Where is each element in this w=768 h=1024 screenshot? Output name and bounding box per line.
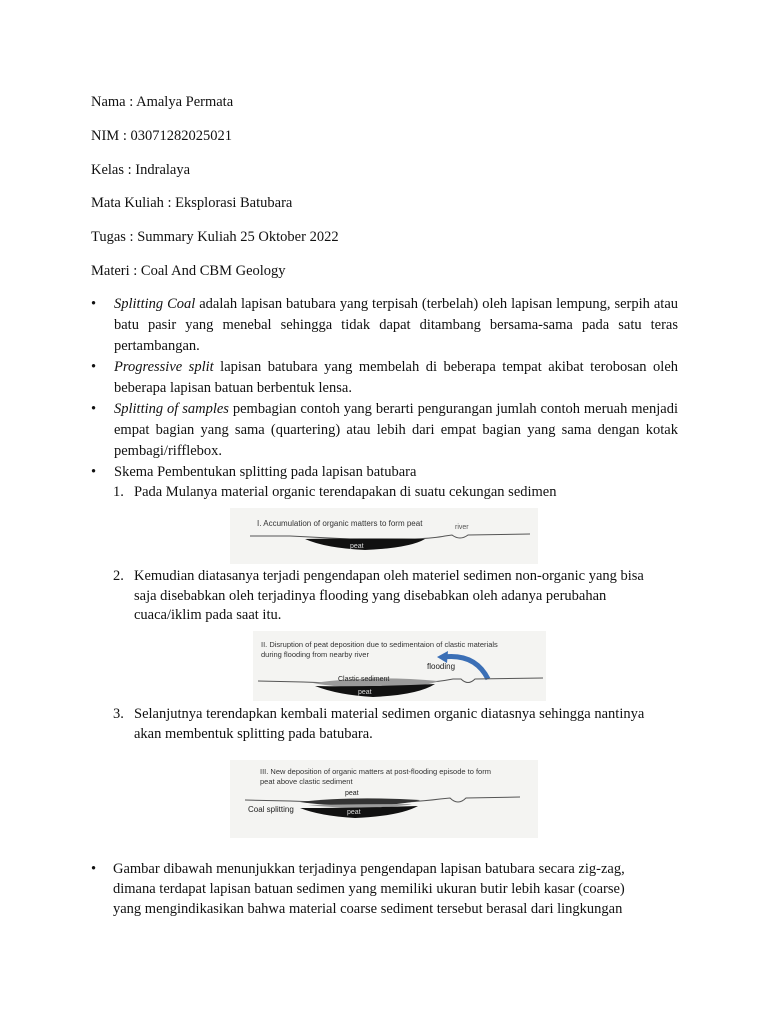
step-text: akan membentuk splitting pada batubara. bbox=[134, 725, 373, 742]
figure-flooding bbox=[253, 631, 546, 701]
list-item bbox=[91, 462, 678, 483]
bullet-icon: • bbox=[91, 359, 97, 375]
topic-title: Materi : Coal And CBM Geology bbox=[91, 263, 286, 279]
step-text: Pada Mulanya material organic terendapakan di suatu cekungan sedimen bbox=[134, 484, 557, 500]
peat-label: peat bbox=[350, 543, 364, 550]
step-number: 3. bbox=[113, 706, 124, 722]
figure-diagram bbox=[230, 760, 538, 838]
bullet-icon: • bbox=[91, 861, 97, 877]
step-item bbox=[113, 705, 683, 745]
step-item bbox=[113, 567, 683, 627]
definition-text: pembagian contoh yang berarti pengurangan jumlah contoh meruah menjadi empat bagian yang sama (quartering) atau lebih dari empat bagian yang sama dengan kotak pembagi/rifflebox. bbox=[114, 401, 678, 459]
paragraph-line: yang mengindikasikan bahwa material coarse sediment tersebut berasal dari lingkungan bbox=[113, 901, 623, 917]
clastic-sediment-label: Clastic sediment bbox=[338, 676, 390, 683]
paragraph-line: dimana terdapat lapisan batuan sedimen yang memiliki ukuran butir lebih kasar (coarse) bbox=[113, 881, 625, 897]
definition-list bbox=[91, 294, 678, 483]
term: Splitting Coal bbox=[114, 296, 196, 312]
river-label: river bbox=[455, 524, 469, 531]
step-text: saja disebabkan oleh terjadinya flooding yang disebabkan oleh adanya perubahan bbox=[134, 587, 607, 604]
list-item bbox=[91, 357, 678, 399]
definition-text: Skema Pembentukan splitting pada lapisan batubara bbox=[114, 464, 417, 480]
course-name: Mata Kuliah : Eksplorasi Batubara bbox=[91, 195, 293, 211]
definition-text: lapisan batubara yang membelah di beberapa tempat akibat terobosan oleh beberapa lapisan batuan berbentuk lensa. bbox=[114, 359, 679, 396]
term: Progressive split bbox=[114, 359, 214, 375]
peat-label: peat bbox=[358, 689, 372, 696]
flooding-label: flooding bbox=[427, 662, 456, 671]
step-number: 1. bbox=[113, 484, 124, 500]
student-class: Kelas : Indralaya bbox=[91, 162, 191, 178]
bullet-icon: • bbox=[91, 296, 97, 312]
step-text: cuaca/iklim pada saat itu. bbox=[134, 607, 282, 623]
figure-diagram bbox=[253, 631, 546, 701]
figure-caption: III. New deposition of organic matters at post-flooding episode to form bbox=[260, 767, 491, 776]
bullet-icon: • bbox=[91, 464, 97, 480]
step-number: 2. bbox=[113, 568, 124, 584]
student-nim: NIM : 03071282025021 bbox=[91, 128, 232, 144]
paragraph-line: Gambar dibawah menunjukkan terjadinya pengendapan lapisan batubara secara zig-zag, bbox=[113, 861, 625, 877]
step-text: Selanjutnya terendapkan kembali material sedimen organic diatasnya sehingga nantinya bbox=[134, 706, 645, 722]
figure-caption: during flooding from nearby river bbox=[261, 650, 369, 659]
figure-diagram bbox=[230, 508, 538, 564]
step-item bbox=[113, 483, 683, 503]
figure-caption: I. Accumulation of organic matters to form peat bbox=[257, 519, 423, 528]
coal-splitting-label: Coal splitting bbox=[248, 805, 294, 814]
assignment-title: Tugas : Summary Kuliah 25 Oktober 2022 bbox=[91, 229, 339, 245]
bullet-icon: • bbox=[91, 401, 97, 417]
student-name: Nama : Amalya Permata bbox=[91, 94, 234, 110]
figure-coal-splitting bbox=[230, 760, 538, 838]
figure-caption: peat above clastic sediment bbox=[260, 777, 353, 786]
figure-peat-accumulation bbox=[230, 508, 538, 564]
list-item bbox=[91, 860, 691, 920]
definition-text: adalah lapisan batubara yang terpisah (terbelah) oleh lapisan lempung, serpih atau batu pasir yang menebal sehingga tidak dapat ditambang bersama-sama pada satu teras pertambangan. bbox=[114, 296, 679, 354]
list-item bbox=[91, 294, 678, 357]
peat-top-label: peat bbox=[345, 790, 359, 797]
step-text: Kemudian diatasanya terjadi pengendapan oleh materiel sedimen non-organic yang bisa bbox=[134, 568, 644, 584]
list-item bbox=[91, 399, 678, 462]
figure-caption: II. Disruption of peat deposition due to sedimentaion of clastic materials bbox=[261, 640, 498, 649]
peat-label: peat bbox=[347, 809, 361, 816]
term: Splitting of samples bbox=[114, 401, 229, 417]
